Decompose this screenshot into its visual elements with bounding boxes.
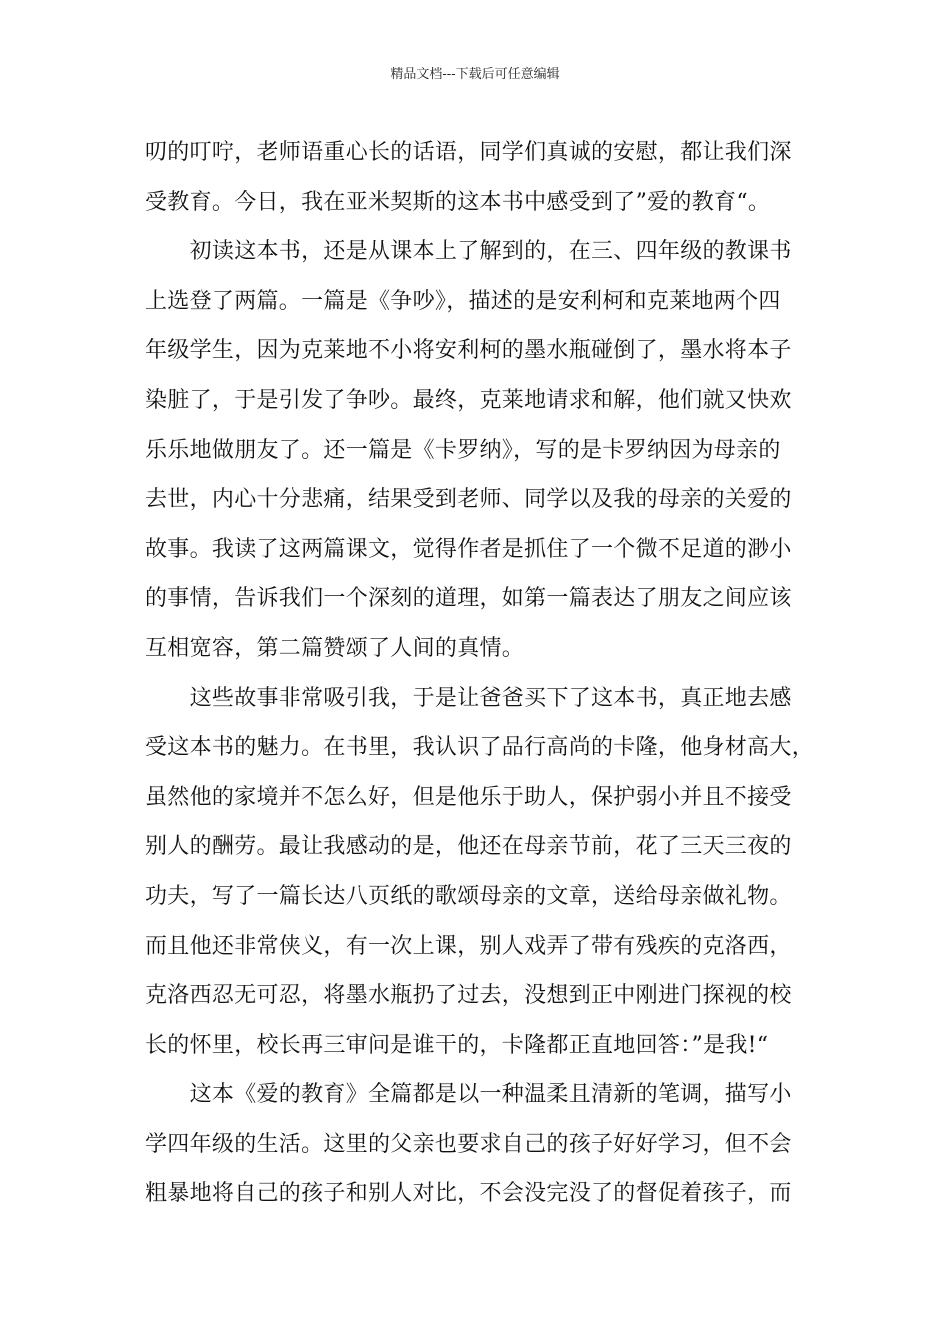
text-line: 上选登了两篇。一篇是《争吵》，描述的是安利柯和克莱地两个四 xyxy=(145,288,781,314)
text-line: 染脏了，于是引发了争吵。最终，克莱地请求和解，他们就又快欢 xyxy=(145,387,792,413)
text-line: 虽然他的家境并不怎么好，但是他乐于助人，保护弱小并且不接受 xyxy=(145,784,792,810)
text-line: 而且他还非常侠义，有一次上课，别人戏弄了带有残疾的克洛西， xyxy=(145,933,792,959)
text-line: 功夫，写了一篇长达八页纸的歌颂母亲的文章，送给母亲做礼物。 xyxy=(145,883,792,909)
text-line: 去世，内心十分悲痛，结果受到老师、同学以及我的母亲的关爱的 xyxy=(145,487,792,513)
text-line: 年级学生，因为克莱地不小将安利柯的墨水瓶碰倒了，墨水将本子 xyxy=(145,338,792,364)
text-line: 受教育。今日，我在亚米契斯的这本书中感受到了”爱的教育“。 xyxy=(145,189,771,215)
document-body xyxy=(145,128,825,1219)
text-line: 粗暴地将自己的孩子和别人对比，不会没完没了的督促着孩子，而 xyxy=(145,1181,792,1207)
text-line: 初读这本书，还是从课本上了解到的，在三、四年级的教课书 xyxy=(145,239,792,265)
text-line: 的事情，告诉我们一个深刻的道理，如第一篇表达了朋友之间应该 xyxy=(145,586,792,612)
text-line: 互相宽容，第二篇赞颂了人间的真情。 xyxy=(145,635,525,661)
text-line: 受这本书的魅力。在书里，我认识了品行高尚的卡隆，他身材高大， xyxy=(145,735,815,761)
text-line: 叨的叮咛，老师语重心长的话语，同学们真诚的安慰，都让我们深 xyxy=(145,140,792,165)
text-line: 学四年级的生活。这里的父亲也要求自己的孩子好好学习，但不会 xyxy=(145,1131,792,1157)
text-line: 这本《爱的教育》全篇都是以一种温柔且清新的笔调，描写小 xyxy=(145,1082,792,1108)
text-line: 长的怀里，校长再三审问是谁干的，卡隆都正直地回答：”是我!“ xyxy=(145,1032,769,1058)
text-line: 故事。我读了这两篇课文，觉得作者是抓住了一个微不足道的渺小 xyxy=(145,536,792,562)
text-line: 克洛西忍无可忍，将墨水瓶扔了过去，没想到正中刚进门探视的校 xyxy=(145,983,792,1009)
text-line: 乐乐地做朋友了。还一篇是《卡罗纳》，写的是卡罗纳因为母亲的 xyxy=(145,437,781,463)
page-header: 精品文档---下载后可任意编辑 xyxy=(390,67,560,82)
text-line: 这些故事非常吸引我，于是让爸爸买下了这本书，真正地去感 xyxy=(145,685,792,711)
text-line: 别人的酬劳。最让我感动的是，他还在母亲节前，花了三天三夜的 xyxy=(145,834,792,860)
